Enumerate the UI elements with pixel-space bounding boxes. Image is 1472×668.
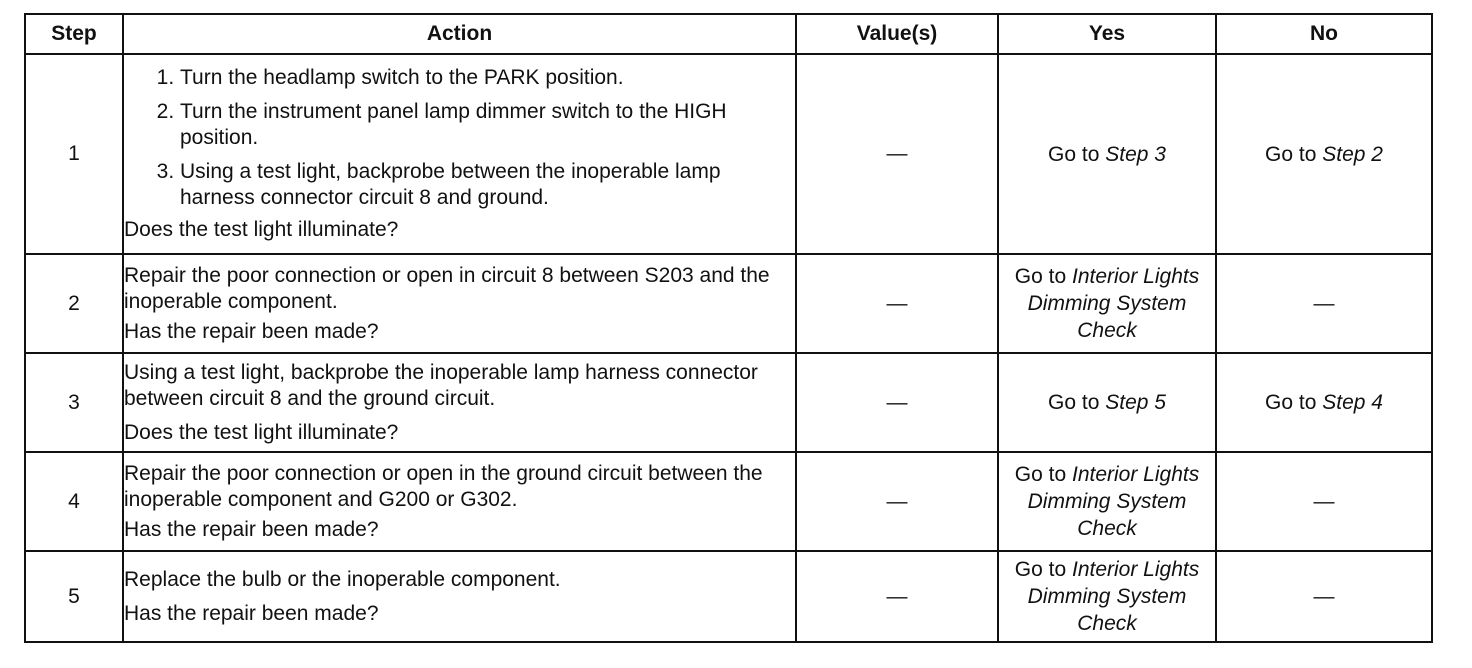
yes-prefix: Go to [1048, 391, 1106, 414]
value-cell [796, 254, 998, 353]
no-value: — [1313, 585, 1335, 608]
action-cell [123, 353, 796, 452]
no-target: Step 4 [1322, 391, 1383, 414]
value-dash: — [886, 584, 908, 608]
action-text: Using a test light, backprobe the inoperable lamp harness connector between circuit 8 and the ground circuit. [124, 360, 758, 410]
action-list [124, 65, 795, 211]
list-item: 1. Turn the headlamp switch to the PARK position. [180, 65, 795, 91]
yes-prefix: Go to [1014, 463, 1072, 486]
value-cell [796, 551, 998, 642]
action-text: Repair the poor connection or open in circuit 8 between S203 and the inoperable component. [124, 263, 770, 313]
yes-cell [998, 551, 1216, 642]
no-cell [1216, 551, 1432, 642]
diagnostic-table [24, 13, 1433, 643]
step-number: 5 [25, 551, 123, 642]
yes-target: Step 3 [1105, 142, 1166, 166]
no-cell [1216, 54, 1432, 254]
list-item: 2. Turn the instrument panel lamp dimmer switch to the HIGH position. [180, 99, 795, 151]
question-text: Has the repair been made? [124, 601, 379, 625]
list-item: 3. Using a test light, backprobe between the inoperable lamp harness connector circuit 8 and ground. [180, 159, 795, 211]
header-action: Action [123, 14, 796, 54]
header-yes: Yes [998, 14, 1216, 54]
question-text: Has the repair been made? [124, 319, 379, 343]
question-text: Does the test light illuminate? [124, 420, 399, 444]
value-dash: — [886, 390, 908, 414]
value-dash: — [886, 291, 908, 315]
table-row [25, 452, 1432, 551]
value-dash: — [886, 489, 908, 513]
value-cell [796, 452, 998, 551]
value-dash: — [886, 142, 908, 165]
yes-cell [998, 452, 1216, 551]
step-number: 3 [25, 353, 123, 452]
header-values: Value(s) [796, 14, 998, 54]
step-number: 2 [25, 254, 123, 353]
no-prefix: Go to [1265, 391, 1323, 414]
step-number: 1 [25, 54, 123, 254]
value-cell [796, 353, 998, 452]
yes-cell [998, 254, 1216, 353]
yes-prefix: Go to [1048, 142, 1106, 166]
no-target: Step 2 [1322, 142, 1383, 166]
yes-target: Interior Lights Dimming System Check [1027, 463, 1200, 540]
action-text: Replace the bulb or the inoperable component. [124, 567, 561, 591]
no-cell [1216, 353, 1432, 452]
yes-target: Interior Lights Dimming System Check [1027, 558, 1200, 635]
yes-target: Step 5 [1105, 391, 1166, 414]
yes-target: Interior Lights Dimming System Check [1027, 265, 1200, 342]
yes-prefix: Go to [1014, 265, 1072, 288]
question-text: Does the test light illuminate? [124, 218, 399, 241]
step-number: 4 [25, 452, 123, 551]
header-step: Step [25, 14, 123, 54]
action-cell [123, 54, 796, 254]
table-row [25, 54, 1432, 254]
header-row [25, 14, 1432, 54]
no-cell [1216, 254, 1432, 353]
action-cell [123, 551, 796, 642]
action-text: Repair the poor connection or open in the ground circuit between the inoperable component and G200 or G302. [124, 461, 763, 511]
header-no: No [1216, 14, 1432, 54]
yes-prefix: Go to [1014, 558, 1072, 581]
action-cell [123, 452, 796, 551]
no-cell [1216, 452, 1432, 551]
table-row [25, 353, 1432, 452]
table-row [25, 551, 1432, 642]
action-cell [123, 254, 796, 353]
table-row [25, 254, 1432, 353]
yes-cell [998, 54, 1216, 254]
value-cell [796, 54, 998, 254]
no-value: — [1313, 490, 1335, 513]
no-prefix: Go to [1265, 142, 1323, 166]
yes-cell [998, 353, 1216, 452]
question-text: Has the repair been made? [124, 517, 379, 541]
no-value: — [1313, 292, 1335, 315]
